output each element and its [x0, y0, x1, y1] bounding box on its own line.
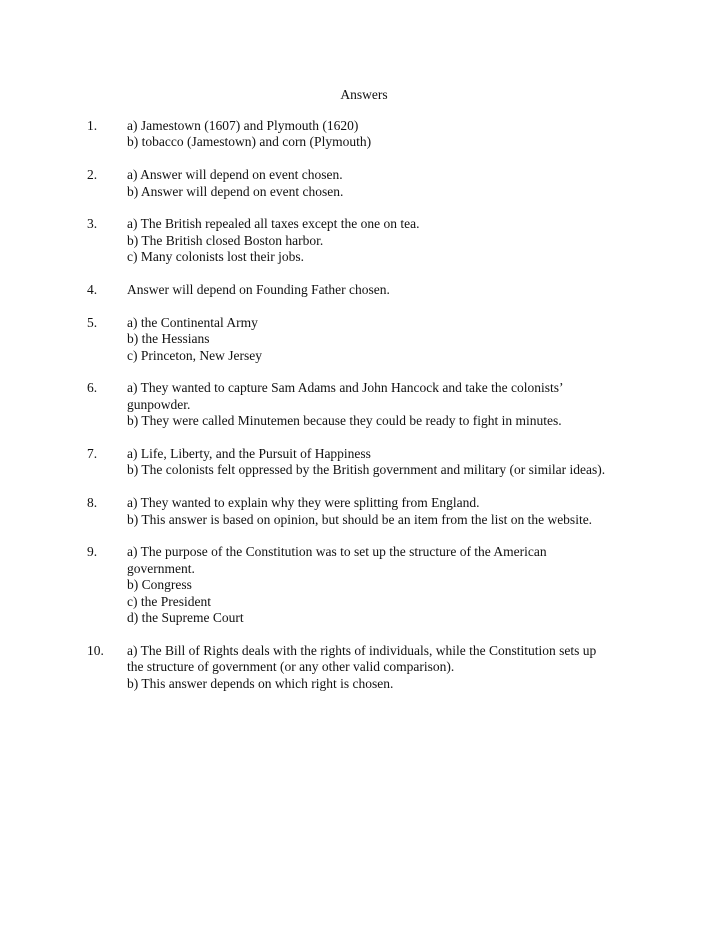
answer-line: c) the President	[127, 593, 211, 609]
answer-line: b) This answer is based on opinion, but should be an item from the list on the website.	[127, 511, 593, 527]
answer-number: 2.	[87, 167, 98, 183]
answer-item	[87, 495, 687, 528]
answer-item	[87, 216, 687, 265]
answer-number: 7.	[87, 446, 98, 462]
answer-text	[127, 544, 687, 626]
answer-item	[87, 446, 687, 479]
answer-item	[87, 544, 687, 626]
page-title: Answers	[340, 87, 388, 102]
answer-number: 1.	[87, 118, 98, 133]
answer-text	[127, 446, 687, 479]
answer-item	[87, 167, 687, 200]
answer-text	[127, 380, 687, 429]
answer-line: a) The Bill of Rights deals with the rights of individuals, while the Constitution sets up	[127, 642, 597, 658]
answer-line: b) Congress	[127, 577, 192, 593]
answer-text	[127, 495, 687, 528]
answer-line: gunpowder.	[127, 396, 191, 412]
answer-number: 9.	[87, 544, 98, 560]
answer-line: b) They were called Minutemen because they could be ready to fight in minutes.	[127, 413, 562, 429]
answer-line: b) the Hessians	[127, 331, 210, 347]
answer-item	[87, 118, 687, 151]
answer-number: 4.	[87, 282, 98, 298]
answer-item	[87, 315, 687, 364]
answer-line: c) Princeton, New Jersey	[127, 347, 262, 363]
answer-item	[87, 282, 687, 298]
answer-line: c) Many colonists lost their jobs.	[127, 249, 304, 265]
answer-item	[87, 643, 687, 692]
answer-text	[127, 167, 687, 200]
answer-line: b) The British closed Boston harbor.	[127, 232, 324, 248]
answer-text	[127, 216, 687, 265]
answer-line: a) They wanted to capture Sam Adams and John Hancock and take the colonists’	[127, 380, 564, 396]
answer-item	[87, 380, 687, 429]
answer-line: a) Jamestown (1607) and Plymouth (1620)	[127, 118, 359, 133]
answer-line: a) They wanted to explain why they were splitting from England.	[127, 495, 480, 511]
answer-line: a) Life, Liberty, and the Pursuit of Happiness	[127, 446, 371, 462]
answer-text	[127, 118, 687, 151]
answer-number: 10.	[87, 642, 104, 658]
answer-line: d) the Supreme Court	[127, 610, 244, 626]
answer-line: a) The purpose of the Constitution was to set up the structure of the American	[127, 544, 547, 560]
answer-list	[87, 118, 687, 708]
answer-line: b) This answer depends on which right is chosen.	[127, 675, 394, 691]
answer-text	[127, 643, 687, 692]
answer-number: 5.	[87, 314, 98, 330]
answer-text	[127, 282, 687, 298]
answer-number: 8.	[87, 495, 98, 511]
answer-line: a) The British repealed all taxes except the one on tea.	[127, 216, 420, 232]
answer-line: government.	[127, 560, 195, 576]
answer-line: b) The colonists felt oppressed by the British government and military (or similar ideas).	[127, 462, 606, 478]
answer-line: the structure of government (or any other valid comparison).	[127, 659, 455, 675]
answer-line: a) Answer will depend on event chosen.	[127, 167, 343, 183]
answer-line: a) the Continental Army	[127, 314, 258, 330]
answer-text	[127, 315, 687, 364]
answer-number: 3.	[87, 216, 98, 232]
answer-line: b) Answer will depend on event chosen.	[127, 183, 344, 199]
answer-line: b) tobacco (Jamestown) and corn (Plymouth)	[127, 134, 372, 150]
answer-number: 6.	[87, 380, 98, 396]
answer-line: Answer will depend on Founding Father chosen.	[127, 282, 390, 298]
